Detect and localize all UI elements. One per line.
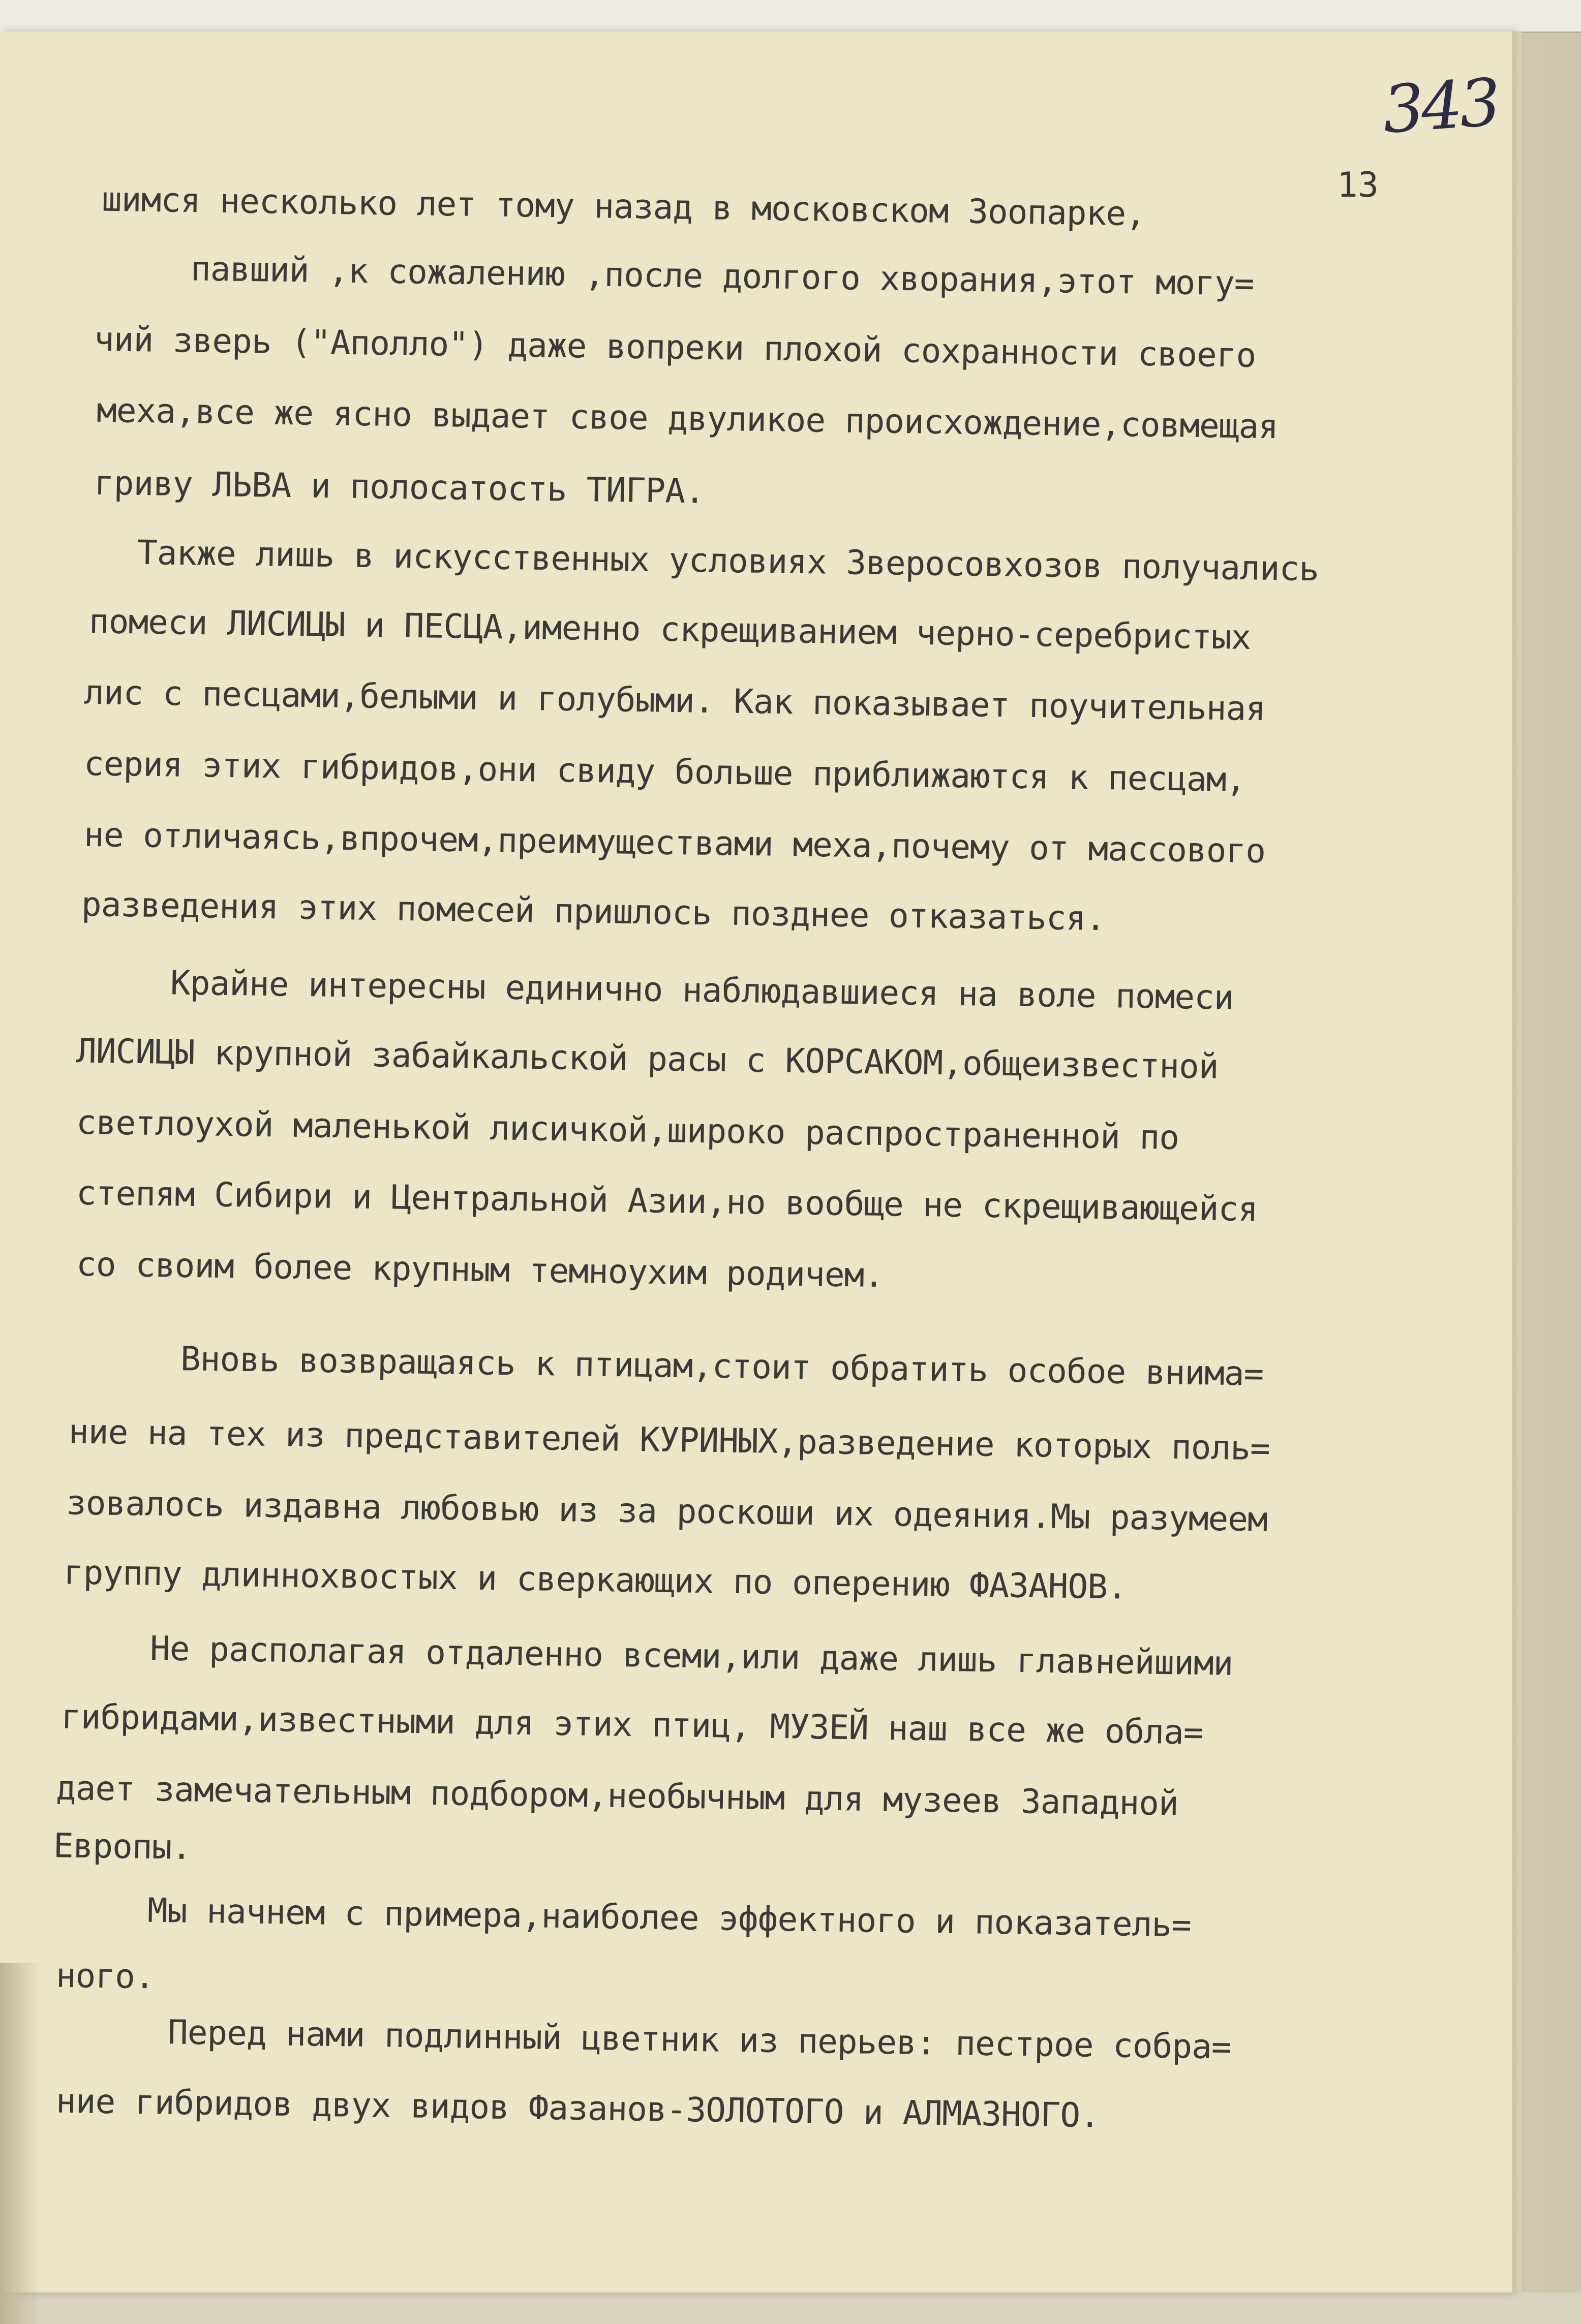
text-line: Не располагая отдаленно всеми,или даже лишь главнейшими [149, 1629, 1233, 1683]
text-line: группу длиннохвостых и сверкающих по оперению ФАЗАНОВ. [63, 1553, 1128, 1607]
typewritten-page [0, 32, 1512, 2292]
text-line: со своим более крупным темноухим родичем. [76, 1244, 884, 1295]
text-line: ние гибридов двух видов Фазанов-ЗОЛОТОГО и АЛМАЗНОГО. [55, 2081, 1100, 2135]
text-line: ного. [55, 1956, 155, 1997]
text-line: Перед нами подлинный цветник из перьев: пестрое собра= [167, 2012, 1232, 2067]
text-line: дает замечательным подбором,необычным для музеев Западной [55, 1768, 1179, 1823]
text-line: Европы. [53, 1826, 192, 1867]
text-line: гибридами,известными для этих птиц, МУЗЕЙ наш все же обла= [60, 1697, 1204, 1752]
text-line: меха,все же ясно выдает свое двуликое происхождение,совмещая [96, 390, 1279, 447]
text-line: помеси ЛИСИЦЫ и ПЕСЦА,именно скрещиванием черно-серебристых [88, 602, 1251, 657]
text-line: Мы начнем с примера,наиболее эффектного и показатель= [147, 1891, 1192, 1945]
text-line: Крайне интересны единично наблюдавшиеся на воле помеси [170, 963, 1234, 1017]
scan-top-edge [0, 0, 1581, 33]
text-line: ние на тех из представителей КУРИНЫХ,разведение которых поль= [68, 1412, 1270, 1468]
text-line: зовалось издавна любовью из за роскоши их одеяния.Мы разумеем [66, 1483, 1268, 1539]
text-line: не отличаясь,впрочем,преимуществами меха,почему от массового [83, 815, 1266, 871]
torn-edge [0, 1963, 41, 2324]
text-line: павший ,к сожалению ,после долгого хворания,этот могу= [190, 249, 1255, 303]
text-line: светлоухой маленькой лисичкой,широко распространенной по [76, 1102, 1179, 1158]
text-line: гриву ЛЬВА и полосатость ТИГРА. [94, 463, 705, 511]
text-line: ЛИСИЦЫ крупной забайкальской расы с КОРСАКОМ,общеизвестной [76, 1031, 1219, 1087]
text-line: Также лишь в искусственных условиях Зверосовхозов получались [137, 533, 1319, 589]
text-line: серия этих гибридов,они свиду больше приближаются к песцам, [83, 744, 1246, 799]
text-line: лис с песцами,белыми и голубыми. Как показывает поучительная [83, 672, 1266, 729]
archive-folio-number: 343 [1380, 65, 1501, 148]
page-number: 13 [1337, 165, 1379, 205]
text-line: разведения этих помесей пришлось позднее отказаться. [81, 884, 1106, 939]
text-line: Вновь возвращаясь к птицам,стоит обратить особое внима= [180, 1339, 1264, 1393]
text-line: шимся несколько лет тому назад в московском Зоопарке, [101, 179, 1146, 234]
text-line: чий зверь ("Аполло") даже вопреки плохой сохранности своего [94, 320, 1256, 375]
text-line: степям Сибири и Центральной Азии,но вообще не скрещивающейся [76, 1173, 1258, 1229]
